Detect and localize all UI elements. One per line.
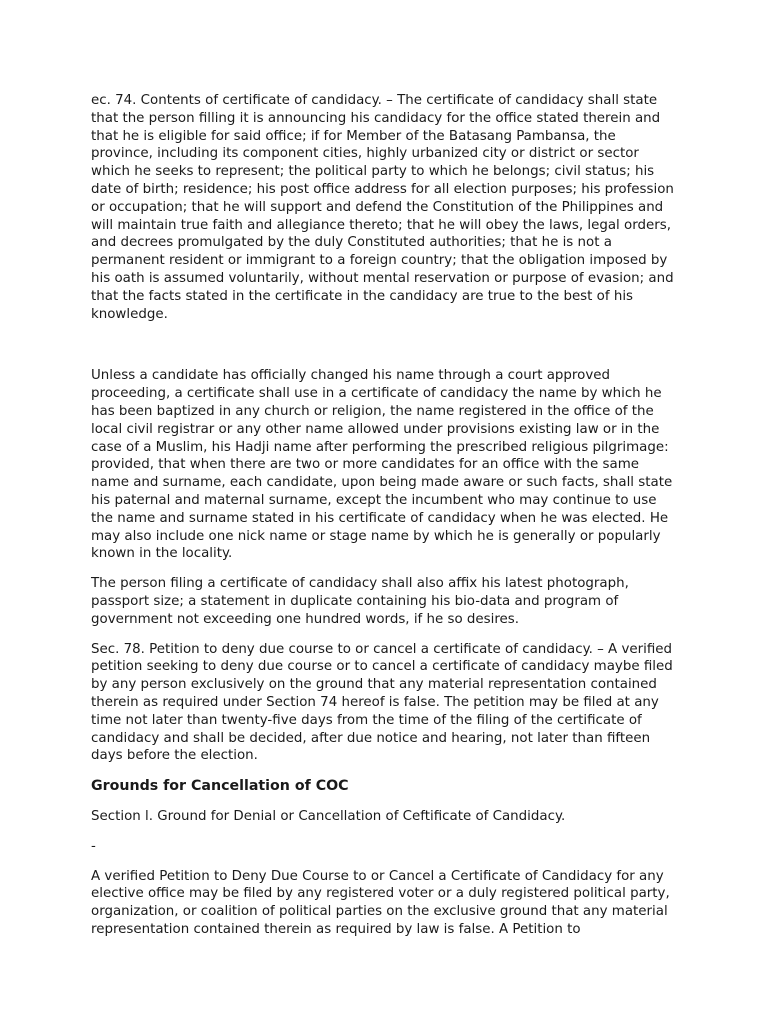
grounds-heading: Grounds for Cancellation of COC <box>91 778 349 795</box>
section-one-paragraph: Section l. Ground for Denial or Cancellation of Ceftificate of Candidacy. <box>91 809 566 825</box>
verified-petition-paragraph: A verified Petition to Deny Due Course to or Cancel a Certificate of Candidacy for any elective office may be filed by any registered voter or a duly registered political party, organization, or coalition of political parties on the exclusive ground that any material representation contained therein as required by law is false. A Petition to <box>91 868 670 938</box>
candidate-name-paragraph: Unless a candidate has officially changed his name through a court approved proceeding, a certificate shall use in a certificate of candidacy the name by which he has been baptized in any church or religion, the name registered in the office of the local civil registrar or any other name allowed under provisions existing law or in the case of a Muslim, his Hadji name after performing the prescribed religious pilgrimage: provided, that when there are two or more candidates for an office with the same name and surname, each candidate, upon being made aware or such facts, shall state his paternal and maternal surname, except the incumbent who may continue to use the name and surname stated in his certificate of candidacy when he was elected. He may also include one nick name or stage name by which he is generally or popularly known in the locality. <box>91 368 673 562</box>
photograph-paragraph: The person filing a certificate of candidacy shall also affix his latest photograph, passport size; a statement in duplicate containing his bio-data and program of government not exceeding one hundred words, if he so desires. <box>91 576 629 627</box>
section-74-paragraph: ec. 74. Contents of certificate of candidacy. – The certificate of candidacy shall state that the person filling it is announcing his candidacy for the office stated therein and that he is eligible for said office; if for Member of the Batasang Pambansa, the province, including its component cities, highly urbanized city or district or sector which he seeks to represent; the political party to which he belongs; civil status; his date of birth; residence; his post office address for all election purposes; his profession or occupation; that he will support and defend the Constitution of the Philippines and will maintain true faith and allegiance thereto; that he will obey the laws, legal orders, and decrees promulgated by the duly Constituted authorities; that he is not a permanent resident or immigrant to a foreign country; that the obligation imposed by his oath is assumed voluntarily, without mental reservation or purpose of evasion; and that the facts stated in the certificate in the candidacy are true to the best of his knowledge. <box>91 93 674 322</box>
dash-separator: - <box>91 838 96 854</box>
document-page <box>91 92 681 939</box>
section-78-paragraph: Sec. 78. Petition to deny due course to or cancel a certificate of candidacy. – A verified petition seeking to deny due course or to cancel a certificate of candidacy maybe filed by any person exclusively on the ground that any material representation contained therein as required under Section 74 hereof is false. The petition may be filed at any time not later than twenty-five days from the time of the filing of the certificate of candidacy and shall be decided, after due notice and hearing, not later than fifteen days before the election. <box>91 641 673 764</box>
